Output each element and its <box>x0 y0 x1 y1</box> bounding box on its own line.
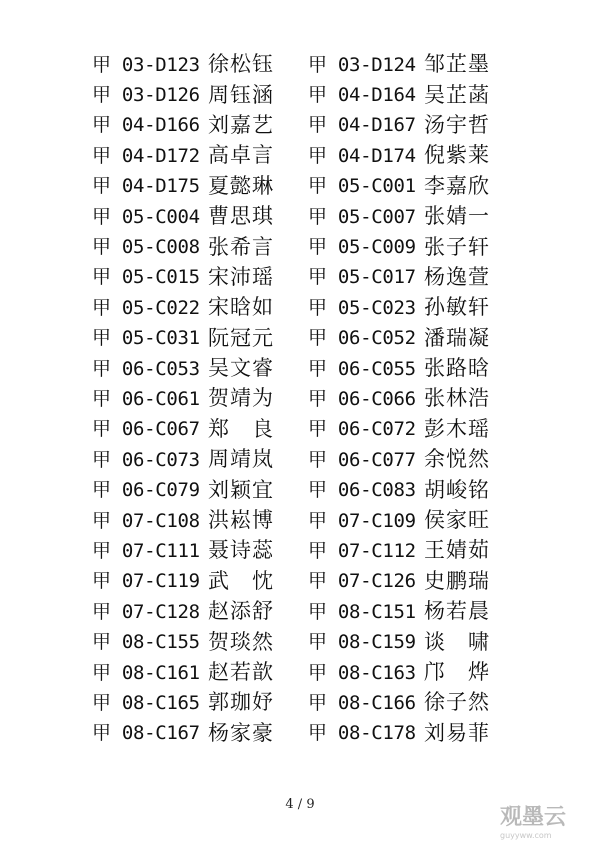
candidate-code: 甲 08-C159 <box>308 631 416 654</box>
list-row <box>92 504 524 534</box>
candidate-code: 甲 08-C178 <box>308 722 416 745</box>
candidate-name: 李嘉欣 <box>424 173 490 198</box>
list-item <box>92 717 308 747</box>
candidate-name: 徐松钰 <box>208 52 274 77</box>
list-item <box>308 595 524 625</box>
list-item <box>92 109 308 139</box>
candidate-name: 张婧一 <box>424 204 490 229</box>
list-item <box>308 170 524 200</box>
list-item <box>308 261 524 291</box>
candidate-code: 甲 08-C166 <box>308 691 416 714</box>
candidate-name: 徐子然 <box>424 690 490 715</box>
candidate-code: 甲 05-C015 <box>92 266 200 289</box>
list-item <box>92 139 308 169</box>
list-row <box>92 656 524 686</box>
list-row <box>92 473 524 503</box>
candidate-name: 阮冠元 <box>208 325 274 350</box>
candidate-name: 潘瑞凝 <box>424 325 490 350</box>
candidate-code: 甲 06-C079 <box>92 479 200 502</box>
candidate-code: 甲 07-C128 <box>92 600 200 623</box>
list-row <box>92 261 524 291</box>
watermark-text: 观墨云 <box>500 805 567 830</box>
candidate-name: 孙敏轩 <box>424 295 490 320</box>
candidate-code: 甲 06-C083 <box>308 479 416 502</box>
candidate-name: 汤宇哲 <box>424 112 490 137</box>
list-item <box>92 413 308 443</box>
candidate-name: 王婧茹 <box>424 538 490 563</box>
list-item <box>308 656 524 686</box>
list-item <box>308 443 524 473</box>
candidate-name: 聂诗蕊 <box>208 538 274 563</box>
list-row <box>92 382 524 412</box>
candidate-code: 甲 08-C161 <box>92 661 200 684</box>
admission-list <box>92 48 524 747</box>
candidate-code: 甲 07-C108 <box>92 509 200 532</box>
list-row <box>92 413 524 443</box>
candidate-name: 贺琰然 <box>208 629 274 654</box>
candidate-code: 甲 06-C067 <box>92 418 200 441</box>
candidate-name: 刘嘉艺 <box>208 112 274 137</box>
list-row <box>92 139 524 169</box>
candidate-name: 倪紫莱 <box>424 143 490 168</box>
candidate-code: 甲 03-D124 <box>308 53 416 76</box>
candidate-code: 甲 05-C009 <box>308 236 416 259</box>
candidate-code: 甲 06-C052 <box>308 327 416 350</box>
list-row <box>92 717 524 747</box>
candidate-name: 赵添舒 <box>208 599 274 624</box>
list-item <box>92 261 308 291</box>
candidate-code: 甲 04-D167 <box>308 114 416 137</box>
list-item <box>308 352 524 382</box>
list-row <box>92 230 524 260</box>
list-item <box>92 686 308 716</box>
list-item <box>92 352 308 382</box>
list-row <box>92 352 524 382</box>
list-item <box>308 474 524 504</box>
candidate-name: 胡峻铭 <box>424 477 490 502</box>
candidate-code: 甲 04-D172 <box>92 144 200 167</box>
list-row <box>92 291 524 321</box>
candidate-name: 张希言 <box>208 234 274 259</box>
candidate-code: 甲 08-C163 <box>308 661 416 684</box>
list-row <box>92 595 524 625</box>
candidate-name: 张林浩 <box>424 386 490 411</box>
candidate-name: 吴芷菡 <box>424 82 490 107</box>
candidate-name: 余悦然 <box>424 447 490 472</box>
candidate-code: 甲 06-C073 <box>92 448 200 471</box>
candidate-name: 贺靖为 <box>208 386 274 411</box>
list-row <box>92 48 524 78</box>
list-item <box>92 656 308 686</box>
list-item <box>92 200 308 230</box>
candidate-code: 甲 06-C072 <box>308 418 416 441</box>
candidate-name: 吴文睿 <box>208 356 274 381</box>
candidate-name: 周钰涵 <box>208 82 274 107</box>
list-row <box>92 322 524 352</box>
list-item <box>308 322 524 352</box>
list-item <box>308 626 524 656</box>
list-row <box>92 170 524 200</box>
candidate-name: 宋沛瑶 <box>208 264 274 289</box>
list-item <box>308 139 524 169</box>
candidate-code: 甲 07-C126 <box>308 570 416 593</box>
list-item <box>92 626 308 656</box>
list-item <box>92 504 308 534</box>
list-item <box>92 48 308 78</box>
candidate-name: 曹思琪 <box>208 204 274 229</box>
candidate-code: 甲 05-C031 <box>92 327 200 350</box>
list-row <box>92 200 524 230</box>
candidate-code: 甲 05-C017 <box>308 266 416 289</box>
list-item <box>308 534 524 564</box>
candidate-name: 武 忱 <box>208 568 274 593</box>
candidate-code: 甲 06-C053 <box>92 357 200 380</box>
candidate-code: 甲 05-C022 <box>92 296 200 319</box>
candidate-code: 甲 05-C007 <box>308 205 416 228</box>
candidate-code: 甲 06-C066 <box>308 387 416 410</box>
candidate-name: 刘易菲 <box>424 720 490 745</box>
candidate-name: 张路晗 <box>424 356 490 381</box>
list-row <box>92 565 524 595</box>
candidate-name: 侯家旺 <box>424 508 490 533</box>
candidate-name: 郭珈妤 <box>208 690 274 715</box>
list-item <box>92 565 308 595</box>
candidate-name: 杨家豪 <box>208 720 274 745</box>
list-item <box>308 48 524 78</box>
candidate-name: 宋晗如 <box>208 295 274 320</box>
candidate-name: 高卓言 <box>208 143 274 168</box>
candidate-name: 郑 良 <box>208 416 274 441</box>
candidate-name: 赵若歆 <box>208 660 274 684</box>
page-number: 4 / 9 <box>285 797 315 812</box>
list-row <box>92 109 524 139</box>
list-item <box>92 79 308 109</box>
candidate-code: 甲 03-D126 <box>92 84 200 107</box>
candidate-code: 甲 05-C023 <box>308 296 416 319</box>
candidate-code: 甲 07-C111 <box>92 539 200 562</box>
candidate-code: 甲 05-C008 <box>92 236 200 259</box>
candidate-name: 邹芷墨 <box>424 52 490 77</box>
candidate-code: 甲 05-C001 <box>308 175 416 198</box>
list-item <box>92 170 308 200</box>
candidate-code: 甲 06-C061 <box>92 387 200 410</box>
list-item <box>308 413 524 443</box>
candidate-code: 甲 08-C155 <box>92 631 200 654</box>
list-item <box>92 595 308 625</box>
candidate-code: 甲 05-C004 <box>92 205 200 228</box>
list-item <box>92 291 308 321</box>
list-row <box>92 78 524 108</box>
list-row <box>92 686 524 716</box>
list-item <box>92 534 308 564</box>
candidate-code: 甲 08-C151 <box>308 600 416 623</box>
list-item <box>92 322 308 352</box>
candidate-code: 甲 07-C109 <box>308 509 416 532</box>
candidate-code: 甲 03-D123 <box>92 53 200 76</box>
list-item <box>308 291 524 321</box>
candidate-code: 甲 08-C167 <box>92 722 200 745</box>
candidate-code: 甲 04-D164 <box>308 84 416 107</box>
candidate-code: 甲 08-C165 <box>92 691 200 714</box>
candidate-name: 邝 烨 <box>424 660 490 684</box>
list-item <box>308 382 524 412</box>
candidate-name: 杨若晨 <box>424 599 490 624</box>
list-row <box>92 625 524 655</box>
list-item <box>308 79 524 109</box>
list-item <box>308 717 524 747</box>
candidate-name: 谈 啸 <box>424 629 490 654</box>
candidate-code: 甲 04-D174 <box>308 144 416 167</box>
candidate-name: 张子轩 <box>424 234 490 259</box>
candidate-name: 彭木瑶 <box>424 416 490 441</box>
list-item <box>92 474 308 504</box>
watermark-subtext: guyyww.com <box>500 831 552 840</box>
candidate-name: 杨逸萱 <box>424 264 490 289</box>
candidate-name: 夏懿琳 <box>208 173 274 198</box>
candidate-name: 史鹏瑞 <box>424 568 490 593</box>
list-row <box>92 443 524 473</box>
list-item <box>308 231 524 261</box>
list-item <box>92 231 308 261</box>
candidate-code: 甲 04-D166 <box>92 114 200 137</box>
candidate-code: 甲 06-C055 <box>308 357 416 380</box>
candidate-code: 甲 04-D175 <box>92 175 200 198</box>
list-item <box>92 382 308 412</box>
list-item <box>308 504 524 534</box>
list-item <box>308 109 524 139</box>
list-item <box>92 443 308 473</box>
candidate-name: 周靖岚 <box>208 447 274 472</box>
candidate-code: 甲 07-C119 <box>92 570 200 593</box>
list-item <box>308 686 524 716</box>
watermark-logo <box>500 800 590 840</box>
list-item <box>308 200 524 230</box>
candidate-name: 刘颖宜 <box>208 477 274 502</box>
candidate-code: 甲 06-C077 <box>308 448 416 471</box>
list-item <box>308 565 524 595</box>
candidate-code: 甲 07-C112 <box>308 539 416 562</box>
candidate-name: 洪崧博 <box>208 508 274 533</box>
list-row <box>92 534 524 564</box>
